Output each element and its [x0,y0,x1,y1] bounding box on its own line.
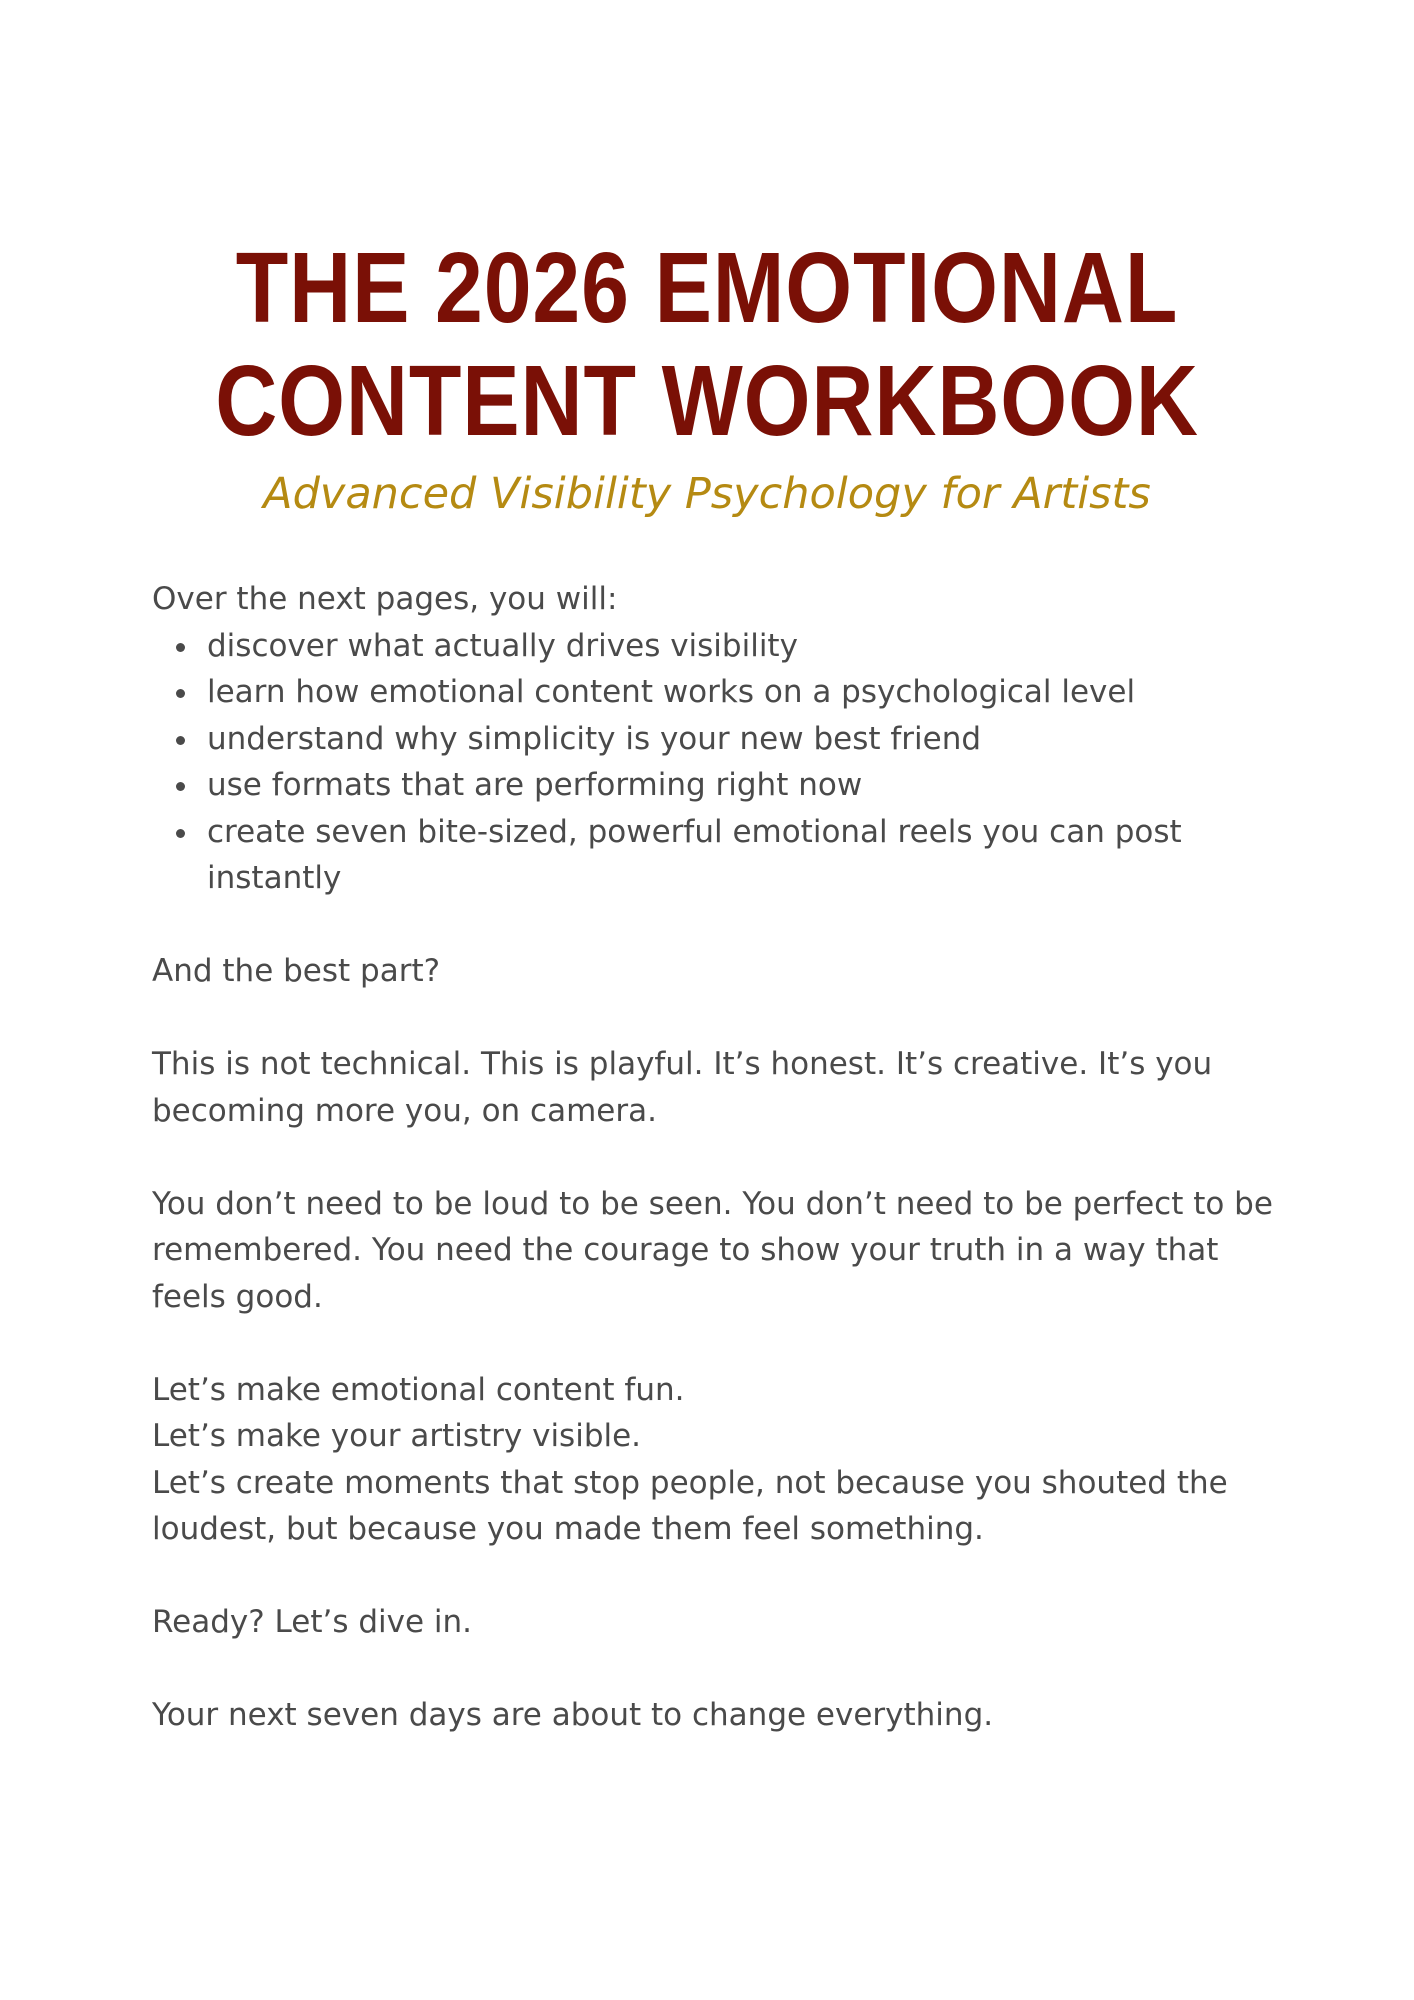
list-item-text: understand why simplicity is your new best friend [207,720,982,757]
list-item-text: create seven bite-sized, powerful emotional reels you can post instantly [207,813,1182,896]
page-title [99,232,1315,458]
list-item [152,623,1282,670]
list-item-text: discover what actually drives visibility [207,627,798,664]
paragraph-lets-moments: Let’s create moments that stop people, not because you shouted the loudest, but because you made them feel something. [152,1464,1228,1547]
paragraph-closing: Your next seven days are about to change everything. [152,1697,994,1733]
paragraph-best-part: And the best part? [152,953,441,989]
list-item [152,809,1282,902]
paragraph-ready: Ready? Let’s dive in. [152,1604,473,1640]
list-item-text: learn how emotional content works on a psychological level [207,674,1136,710]
paragraph-not-technical: This is not technical. This is playful. It’s honest. It’s creative. It’s you becoming more you, on camera. [152,1046,1213,1129]
spacer [152,1320,1282,1367]
paragraph-lets-fun: Let’s make emotional content fun. [152,1371,685,1408]
list-item [152,762,1282,809]
list-item-text: use formats that are performing right now [207,767,863,803]
bullet-icon [176,829,185,838]
bullet-list [152,623,1282,902]
spacer [152,902,1282,949]
paragraph-lets-visible: Let’s make your artistry visible. [152,1418,642,1454]
title-line-1: THE 2026 EMOTIONAL [235,232,1179,344]
list-item [152,716,1282,763]
spacer [152,1553,1282,1600]
bullet-icon [176,782,185,791]
bullet-icon [176,643,185,652]
intro-text: Over the next pages, you will: [152,581,618,617]
paragraph-not-loud: You don’t need to be loud to be seen. You don’t need to be perfect to be remembered. You need the courage to show your truth in a way that feels good. [152,1185,1273,1315]
spacer [152,995,1282,1042]
title-line-2: CONTENT WORKBOOK [215,345,1199,457]
bullet-icon [176,736,185,745]
page-subtitle: Advanced Visibility Psychology for Artists [263,469,1151,519]
bullet-icon [176,689,185,698]
list-item [152,669,1282,716]
spacer [152,1646,1282,1693]
spacer [152,1134,1282,1181]
body-content [152,576,1282,1739]
